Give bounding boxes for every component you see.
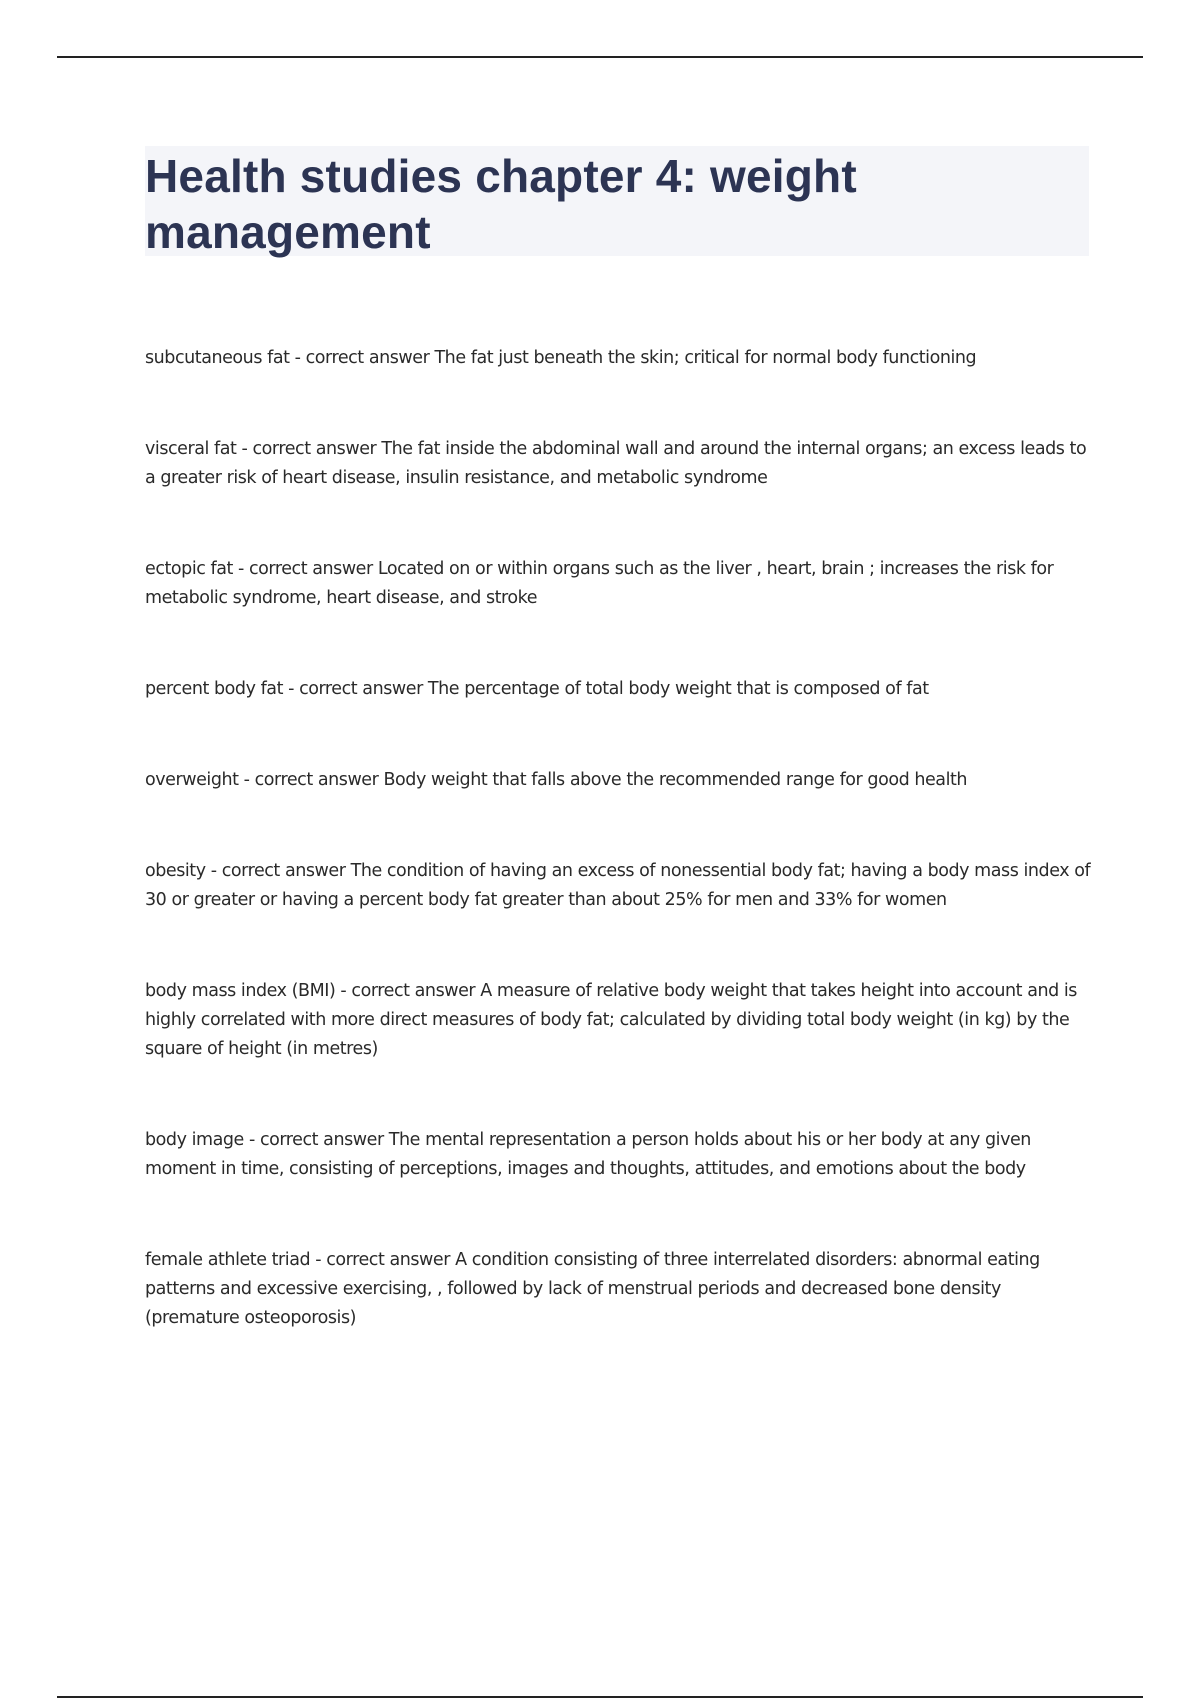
bottom-divider <box>57 1696 1143 1698</box>
top-divider <box>57 56 1143 58</box>
definition-entry: obesity - correct answer The condition of having an excess of nonessential body fat; having a body mass index of 30 or greater or having a percent body fat greater than about 25% for men and 33% for women <box>145 861 1091 910</box>
definition-entry: overweight - correct answer Body weight that falls above the recommended range for good health <box>145 770 968 790</box>
definition-list <box>145 344 1095 1333</box>
definition-entry: body image - correct answer The mental representation a person holds about his or her body at any given moment in time, consisting of perceptions, images and thoughts, attitudes, and emotions about the body <box>145 1130 1031 1179</box>
definition-entry: visceral fat - correct answer The fat inside the abdominal wall and around the internal organs; an excess leads to a greater risk of heart disease, insulin resistance, and metabolic syndrome <box>145 439 1087 488</box>
page-title: Health studies chapter 4: weight management <box>145 150 857 258</box>
definition-entry: subcutaneous fat - correct answer The fat just beneath the skin; critical for normal body functioning <box>145 348 977 368</box>
title-banner <box>145 146 1089 256</box>
definition-entry: body mass index (BMI) - correct answer A measure of relative body weight that takes height into account and is highly correlated with more direct measures of body fat; calculated by dividing total body weight (in kg) by the square of height (in metres) <box>145 981 1077 1059</box>
definition-entry: percent body fat - correct answer The percentage of total body weight that is composed of fat <box>145 679 929 699</box>
definition-entry: female athlete triad - correct answer A condition consisting of three interrelated disorders: abnormal eating patterns and excessive exercising, , followed by lack of menstrual periods and decreased bone density (premature osteoporosis) <box>145 1250 1040 1328</box>
definition-entry: ectopic fat - correct answer Located on or within organs such as the liver , heart, brain ; increases the risk for metabolic syndrome, heart disease, and stroke <box>145 559 1054 608</box>
